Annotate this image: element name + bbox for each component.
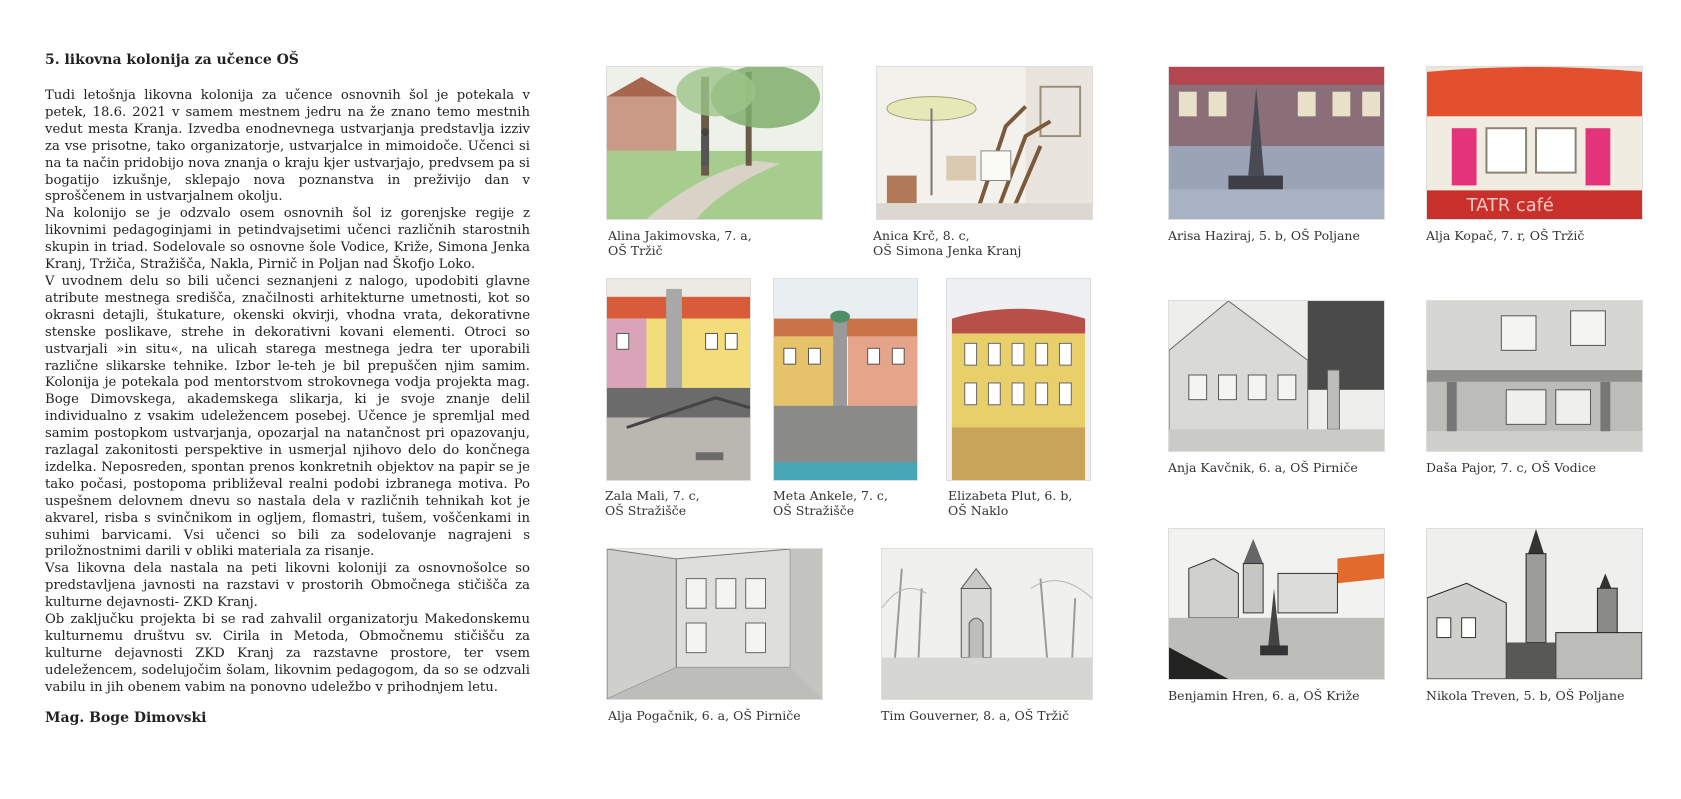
artwork-caption	[948, 488, 1072, 518]
artwork-image	[773, 278, 918, 481]
caption-line: Alina Jakimovska, 7. a,	[608, 228, 752, 243]
artwork-image	[881, 548, 1093, 700]
artwork-caption	[1426, 228, 1584, 243]
caption-line: Tim Gouverner, 8. a, OŠ Tržič	[881, 708, 1070, 723]
paragraph: Ob zaključku projekta bi se rad zahvalil organizatorju Makedonskemu kulturnemu društvu sv. Cirila in Metoda, Območnemu stičišču za kulturne dejavnosti ZKD Kranj za razstavne prostore, ter vsem udeležencem, sodelujočim šolam, likovnim pedagogom, da so se odzvali vabilu in jih obenem vabim na ponovno udeležbo v prihodnjem letu.	[45, 612, 530, 695]
artwork-image	[876, 66, 1093, 220]
artwork-caption	[1426, 460, 1596, 475]
paragraph: V uvodnem delu so bili učenci seznanjeni z nalogo, upodobiti glavne atribute mestnega središča, značilnosti arhitekturne umetnosti, kot so okrasni detajli, štukature, okenski okvirji, vhodna vrata, dekorativne stenske poslikave, strehe in dekorativni kovani elementi. Otroci so ustvarjali »in situ«, na ulicah starega mestnega jedra ter uporabili različne slikarske tehnike. Izbor le-teh je bil prepuščen njim samim. Kolonija je potekala pod mentorstvom strokovnega vodja projekta mag. Boge Dimovskega, akademskega slikarja, ki je svoje znanje delil individualno z vsakim udeležencem posebej. Učence je spremljal med samim postopkom ustvarjanja, opozarjal na natančnost pri opazovanju, razlagal zakonitosti perspektive in usmerjal njihovo delo do končnega izdelka. Neposreden, spontan prenos konkretnih objektov na papir se je tako počasi, postopoma približeval realni podobi izbranega motiva. Po uspešnem delovnem dnevu so nastala dela v različnih tehnikah kot je akvarel, risba s svinčnikom in ogljem, flomastri, tušem, voščenkami in suhimi barvicami. Vsi učenci so bili za sodelovanje nagrajeni s priložnostnimi darili v obliki materiala za risanje.	[45, 273, 530, 560]
artwork-caption	[1426, 688, 1624, 703]
artwork-image	[1426, 528, 1643, 680]
artwork-image	[946, 278, 1091, 481]
artwork-image	[1168, 300, 1385, 452]
article-title: 5. likovna kolonija za učence OŠ	[45, 52, 299, 68]
caption-line: Anja Kavčnik, 6. a, OŠ Pirniče	[1168, 460, 1358, 475]
paragraph: Na kolonijo se je odzvalo osem osnovnih šol iz gorenjske regije z likovnimi pedagoginjami in petindvajsetimi učenci različnih starostnih skupin in triad. Sodelovale so osnovne šole Vodice, Križe, Simona Jenka Kranj, Tržiča, Stražišča, Nakla, Pirnič in Poljan nad Škofjo Loko.	[45, 206, 530, 273]
artwork-image	[1168, 528, 1385, 680]
caption-line: OŠ Stražišče	[773, 503, 855, 518]
artwork-caption	[873, 228, 1021, 258]
caption-line: OŠ Simona Jenka Kranj	[873, 243, 1022, 258]
artwork-caption	[881, 708, 1069, 723]
artwork-image	[1168, 66, 1385, 220]
caption-line: Nikola Treven, 5. b, OŠ Poljane	[1426, 688, 1625, 703]
artwork-image	[1426, 300, 1643, 452]
artwork-caption	[1168, 228, 1360, 243]
caption-line: Alja Kopač, 7. r, OŠ Tržič	[1426, 228, 1585, 243]
author-signature: Mag. Boge Dimovski	[45, 710, 207, 726]
caption-line: Zala Mali, 7. c,	[605, 488, 700, 503]
artwork-caption	[605, 488, 700, 518]
artwork-caption	[608, 708, 801, 723]
caption-line: OŠ Stražišče	[605, 503, 687, 518]
artwork-image	[606, 278, 751, 481]
caption-line: Alja Pogačnik, 6. a, OŠ Pirniče	[608, 708, 801, 723]
paragraph: Tudi letošnja likovna kolonija za učence osnovnih šol je potekala v petek, 18.6. 2021 v samem mestnem jedru na že znano temo mestnih vedut mesta Kranja. Izvedba enodnevnega ustvarjanja predstavlja izziv za vse prisotne, tako organizatorje, ustvarjalce in mimoidoče. Učenci si na ta način pridobijo nova znanja o kraju kjer ustvarjajo, predvsem pa si bogatijo izkušnje, sklepajo nova poznanstva in preživijo dan v sproščenem in ustvarjalnem okolju.	[45, 88, 530, 205]
caption-line: Elizabeta Plut, 6. b,	[948, 488, 1073, 503]
artwork-image	[606, 548, 823, 700]
caption-line: Meta Ankele, 7. c,	[773, 488, 888, 503]
paragraph: Vsa likovna dela nastala na peti likovni koloniji za osnovnošolce so predstavljena javnosti na razstavi v prostorih Območnega stičišča za kulturne dejavnosti- ZKD Kranj.	[45, 561, 530, 611]
artwork-image	[606, 66, 823, 220]
artwork-caption	[1168, 688, 1360, 703]
caption-line: Anica Krč, 8. c,	[873, 228, 970, 243]
caption-line: Arisa Haziraj, 5. b, OŠ Poljane	[1168, 228, 1360, 243]
artwork-caption	[1168, 460, 1358, 475]
caption-line: OŠ Naklo	[948, 503, 1009, 518]
artwork-image	[1426, 66, 1643, 220]
caption-line: OŠ Tržič	[608, 243, 663, 258]
cafe-sign-decoration: TATR café	[1466, 195, 1554, 217]
artwork-caption	[773, 488, 888, 518]
caption-line: Benjamin Hren, 6. a, OŠ Križe	[1168, 688, 1360, 703]
article-body	[45, 88, 530, 697]
caption-line: Daša Pajor, 7. c, OŠ Vodice	[1426, 460, 1597, 475]
artwork-caption	[608, 228, 752, 258]
